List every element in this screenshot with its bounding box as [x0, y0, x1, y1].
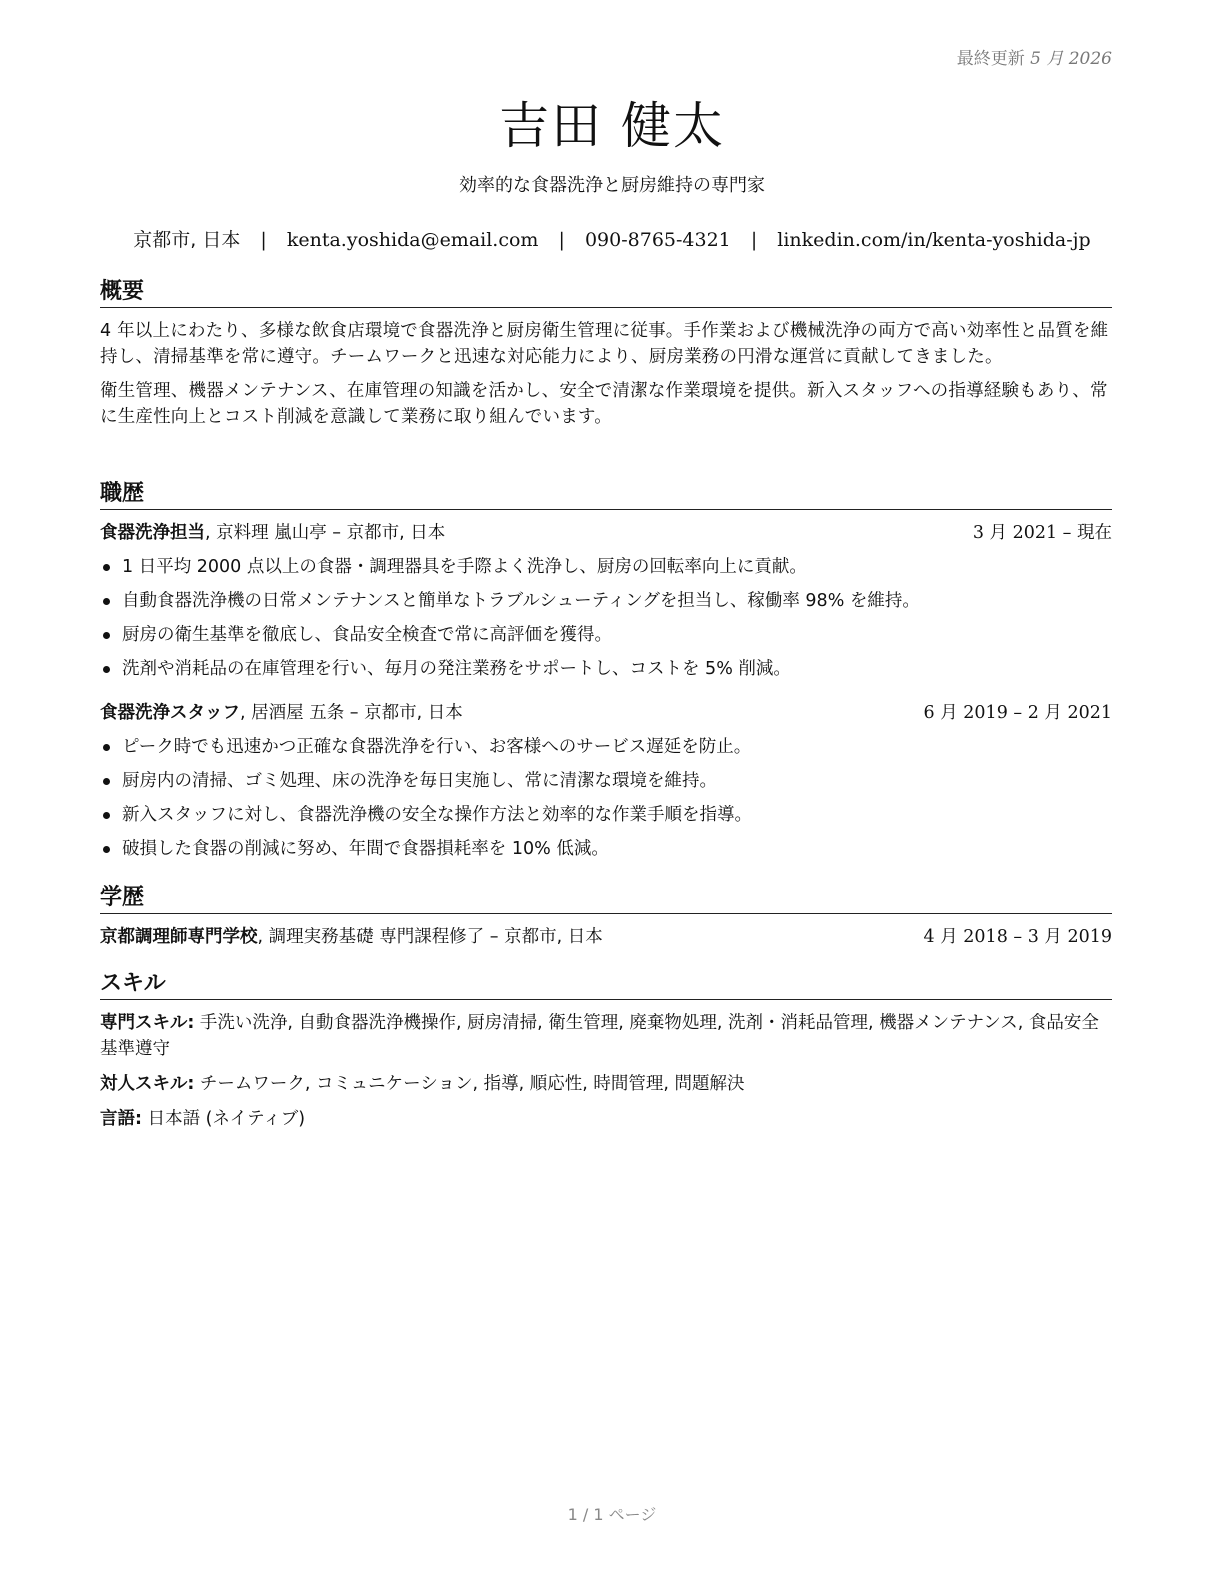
experience-section	[100, 480, 1112, 866]
summary-paragraph: 衛生管理、機器メンテナンス、在庫管理の知識を活かし、安全で清潔な作業環境を提供。新入スタッフへの指導経験もあり、常に生産性向上とコスト削減を意識して業務に取り組んでいます。	[100, 381, 1108, 427]
job-entry	[100, 520, 1112, 686]
contact-location: 京都市, 日本	[133, 229, 241, 251]
list-item: 1 日平均 2000 点以上の食器・調理器具を手際よく洗浄し、厨房の回転率向上に貢献。	[100, 550, 1112, 584]
job-header	[100, 520, 1112, 546]
contact-separator: |	[558, 229, 565, 251]
skill-label: 専門スキル:	[100, 1013, 195, 1033]
page-number: 1 / 1 ページ	[567, 1505, 657, 1524]
contact-linkedin[interactable]: linkedin.com/in/kenta-yoshida-jp	[777, 229, 1091, 251]
education-school: 京都調理師専門学校	[100, 927, 258, 947]
last-updated-value: 5 月 2026	[1030, 49, 1112, 69]
tagline: 効率的な食器洗浄と厨房維持の専門家	[459, 175, 765, 196]
skill-value: チームワーク, コミュニケーション, 指導, 順応性, 時間管理, 問題解決	[194, 1074, 745, 1094]
skill-value: 日本語 (ネイティブ)	[142, 1109, 306, 1129]
list-item: 洗剤や消耗品の在庫管理を行い、毎月の発注業務をサポートし、コストを 5% 削減。	[100, 652, 1112, 686]
skill-label: 言語:	[100, 1109, 142, 1129]
education-entry	[100, 924, 1112, 950]
job-org: , 京料理 嵐山亭 – 京都市, 日本	[205, 523, 446, 543]
job-entry	[100, 700, 1112, 866]
education-title: 学歴	[100, 884, 1112, 914]
job-org: , 居酒屋 五条 – 京都市, 日本	[240, 703, 463, 723]
education-dates: 4 月 2018 – 3 月 2019	[923, 927, 1112, 947]
skill-line	[100, 1071, 1112, 1097]
last-updated	[957, 44, 1112, 69]
contact-phone[interactable]: 090-8765-4321	[584, 229, 731, 251]
job-role: 食器洗浄スタッフ	[100, 703, 240, 723]
experience-title: 職歴	[100, 480, 1112, 510]
skill-label: 対人スキル:	[100, 1074, 195, 1094]
education-detail: , 調理実務基礎 専門課程修了 – 京都市, 日本	[257, 927, 603, 947]
skill-line	[100, 1010, 1112, 1062]
contact-line	[0, 225, 1224, 252]
last-updated-prefix: 最終更新	[956, 49, 1025, 69]
list-item: 厨房内の清掃、ゴミ処理、床の洗浄を毎日実施し、常に清潔な環境を維持。	[100, 764, 1112, 798]
skill-value: 手洗い洗浄, 自動食器洗浄機操作, 厨房清掃, 衛生管理, 廃棄物処理, 洗剤・消耗品管理, 機器メンテナンス, 食品安全基準遵守	[100, 1013, 1099, 1059]
job-header	[100, 700, 1112, 726]
skills-title: スキル	[100, 970, 1112, 1000]
summary-section	[100, 278, 1112, 438]
job-dates: 3 月 2021 – 現在	[972, 523, 1112, 543]
education-section	[100, 884, 1112, 950]
summary-title: 概要	[100, 278, 1112, 308]
summary-paragraph: 4 年以上にわたり、多様な飲食店環境で食器洗浄と厨房衛生管理に従事。手作業および機械洗浄の両方で高い効率性と品質を維持し、清掃基準を常に遵守。チームワークと迅速な対応能力により、厨房業務の円滑な運営に貢献してきました。	[100, 321, 1109, 367]
list-item: 新入スタッフに対し、食器洗浄機の安全な操作方法と効率的な作業手順を指導。	[100, 798, 1112, 832]
job-dates: 6 月 2019 – 2 月 2021	[923, 703, 1112, 723]
skills-section	[100, 970, 1112, 1141]
candidate-name: 吉田 健太	[499, 97, 725, 155]
skill-line	[100, 1106, 1112, 1132]
list-item: 厨房の衛生基準を徹底し、食品安全検査で常に高評価を獲得。	[100, 618, 1112, 652]
list-item: 自動食器洗浄機の日常メンテナンスと簡単なトラブルシューティングを担当し、稼働率 98% を維持。	[100, 584, 1112, 618]
list-item: ピーク時でも迅速かつ正確な食器洗浄を行い、お客様へのサービス遅延を防止。	[100, 730, 1112, 764]
contact-email[interactable]: kenta.yoshida@email.com	[286, 229, 539, 251]
job-role: 食器洗浄担当	[100, 523, 205, 543]
contact-separator: |	[750, 229, 758, 251]
job-bullets	[100, 730, 1112, 866]
list-item: 破損した食器の削減に努め、年間で食器損耗率を 10% 低減。	[100, 832, 1112, 866]
contact-separator: |	[260, 229, 267, 251]
job-bullets	[100, 550, 1112, 686]
